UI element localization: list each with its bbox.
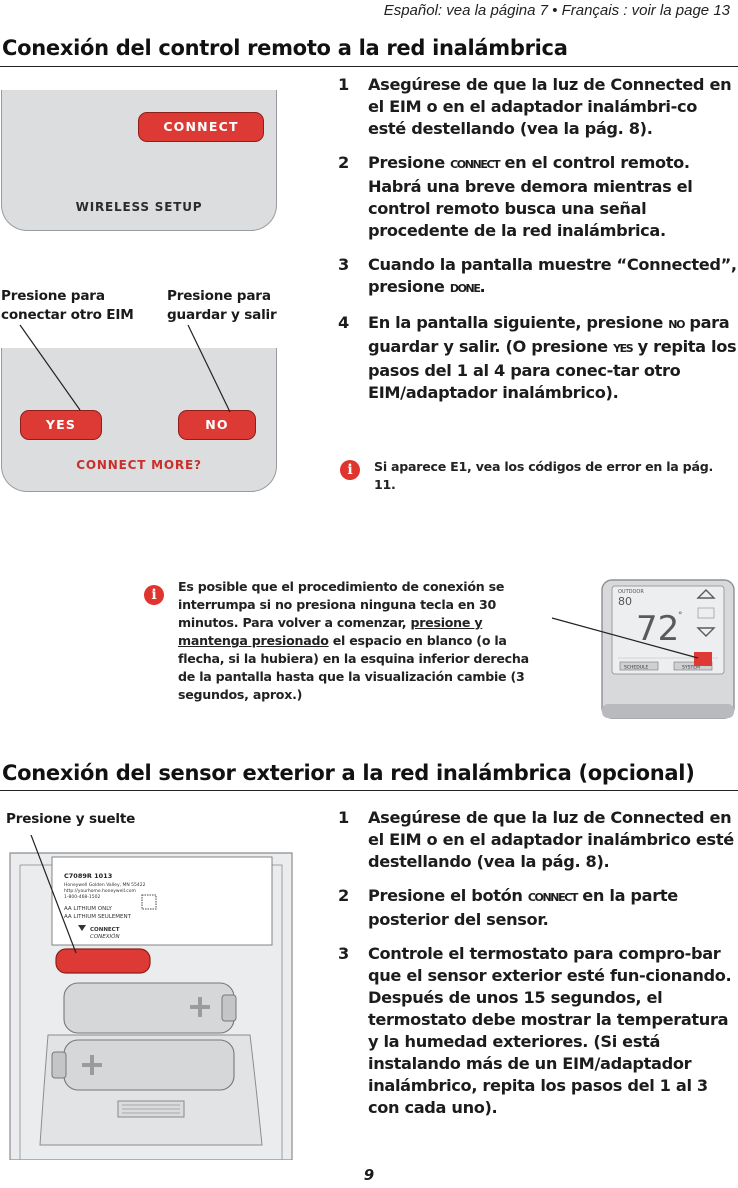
- sensor-connect-button: [56, 949, 150, 973]
- step-1: 1 Asegúrese de que la luz de Connected en el EIM o en el adaptador inalámbrico esté destellando (vea la pág. 8).: [338, 808, 734, 871]
- yes-key: YES: [613, 342, 633, 355]
- callout-connect-another: Presione para conectar otro EIM: [1, 288, 134, 323]
- timeout-note: Es posible que el procedimiento de conexión se interrumpa si no presiona ninguna tecla en 30 minutos. Para volver a comenzar, presione y mantenga presionado el espacio en blanco (o la flecha, si la hubiera) en la esquina inferior derecha de la pantalla hasta que la visualización cambie (3 segundos, aprox.): [178, 579, 529, 702]
- current-temp: 72: [636, 609, 680, 649]
- system-button-label: SYSTEM: [682, 665, 700, 671]
- sensor-model: C7089R 1013: [64, 872, 113, 880]
- corner-reset-area: [694, 652, 712, 666]
- step-3: 3 Controle el termostato para compro-bar que el sensor exterior esté fun-cionando. Después de unos 15 segundos, el termostato debe mostrar la temperatura y la humedad exteriores. (Si está instalando más de un EIM/adaptador inalámbrico, repita los pasos del 1 al 3 con cada uno).: [338, 944, 732, 1117]
- no-key: NO: [668, 318, 685, 331]
- outdoor-sensor-illustration: [0, 835, 300, 1160]
- sensor-company: Honeywell Golden Valley, MN 55422: [64, 883, 146, 888]
- section-1-title: Conexión del control remoto a la red inalámbrica: [2, 36, 568, 60]
- callout-save-exit: Presione para guardar y salir: [167, 288, 277, 323]
- sensor-web: http://yourhome.honeywell.com: [64, 889, 136, 894]
- connect-more-label: CONNECT MORE?: [76, 458, 202, 472]
- sensor-connect-es: CONEXIÓN: [90, 934, 120, 940]
- section-2-rule: [0, 790, 738, 791]
- step-4: 4 En la pantalla siguiente, presione NO para guardar y salir. (O presione YES y repita los pasos del 1 al 4 para conec-tar otro EIM/adaptador inalámbrico).: [338, 313, 737, 402]
- callout-press-release: Presione y suelte: [6, 811, 136, 827]
- qr-code-icon: [142, 895, 156, 909]
- wireless-setup-label: WIRELESS SETUP: [75, 200, 203, 214]
- section-2-steps: [338, 807, 738, 1131]
- connect-key: CONNECT: [450, 158, 500, 171]
- sensor-connect-en: CONNECT: [90, 927, 120, 933]
- schedule-button-label: SCHEDULE: [624, 665, 649, 671]
- outdoor-label: OUTDOOR: [618, 589, 644, 595]
- outdoor-temp: 80: [618, 595, 632, 608]
- connect-key: CONNECT: [527, 891, 577, 904]
- sensor-battery-fr: AA LITHIUM SEULEMENT: [64, 914, 131, 920]
- step-1: 1 Asegúrese de que la luz de Connected en el EIM o en el adaptador inalámbri-co esté destellando (vea la pág. 8).: [338, 75, 732, 138]
- info-icon: i: [144, 585, 164, 605]
- info-icon: i: [340, 460, 360, 480]
- done-key: DONE: [449, 282, 480, 295]
- callout-leader-lines: [0, 0, 300, 500]
- step-3: 3 Cuando la pantalla muestre “Connected”, presione DONE.: [338, 255, 737, 296]
- section-2-title: Conexión del sensor exterior a la red inalámbrica (opcional): [2, 761, 695, 785]
- leader-line-yes: [20, 325, 80, 410]
- connect-button[interactable]: CONNECT: [138, 112, 264, 142]
- no-button[interactable]: NO: [178, 410, 256, 440]
- step-2: 2 Presione el botón CONNECT en la parte posterior del sensor.: [338, 886, 678, 929]
- sensor-phone: 1-800-468-1502: [64, 895, 101, 900]
- yes-button[interactable]: YES: [20, 410, 102, 440]
- language-references: Español: vea la página 7 • Français : voir la page 13: [383, 2, 730, 19]
- svg-text:°: °: [678, 611, 683, 621]
- step-2: 2 Presione CONNECT en el control remoto. Habrá una breve demora mientras el control remoto busca una señal procedente de la red inalámbrica.: [338, 153, 693, 240]
- leader-line-no: [188, 325, 230, 412]
- thermostat-illustration: [540, 578, 738, 723]
- page-number: 9: [363, 1166, 375, 1184]
- sensor-battery-en: AA LITHIUM ONLY: [64, 906, 112, 912]
- section-1-steps: [338, 74, 738, 416]
- error-code-note: Si aparece E1, vea los códigos de error en la pág. 11.: [374, 459, 713, 492]
